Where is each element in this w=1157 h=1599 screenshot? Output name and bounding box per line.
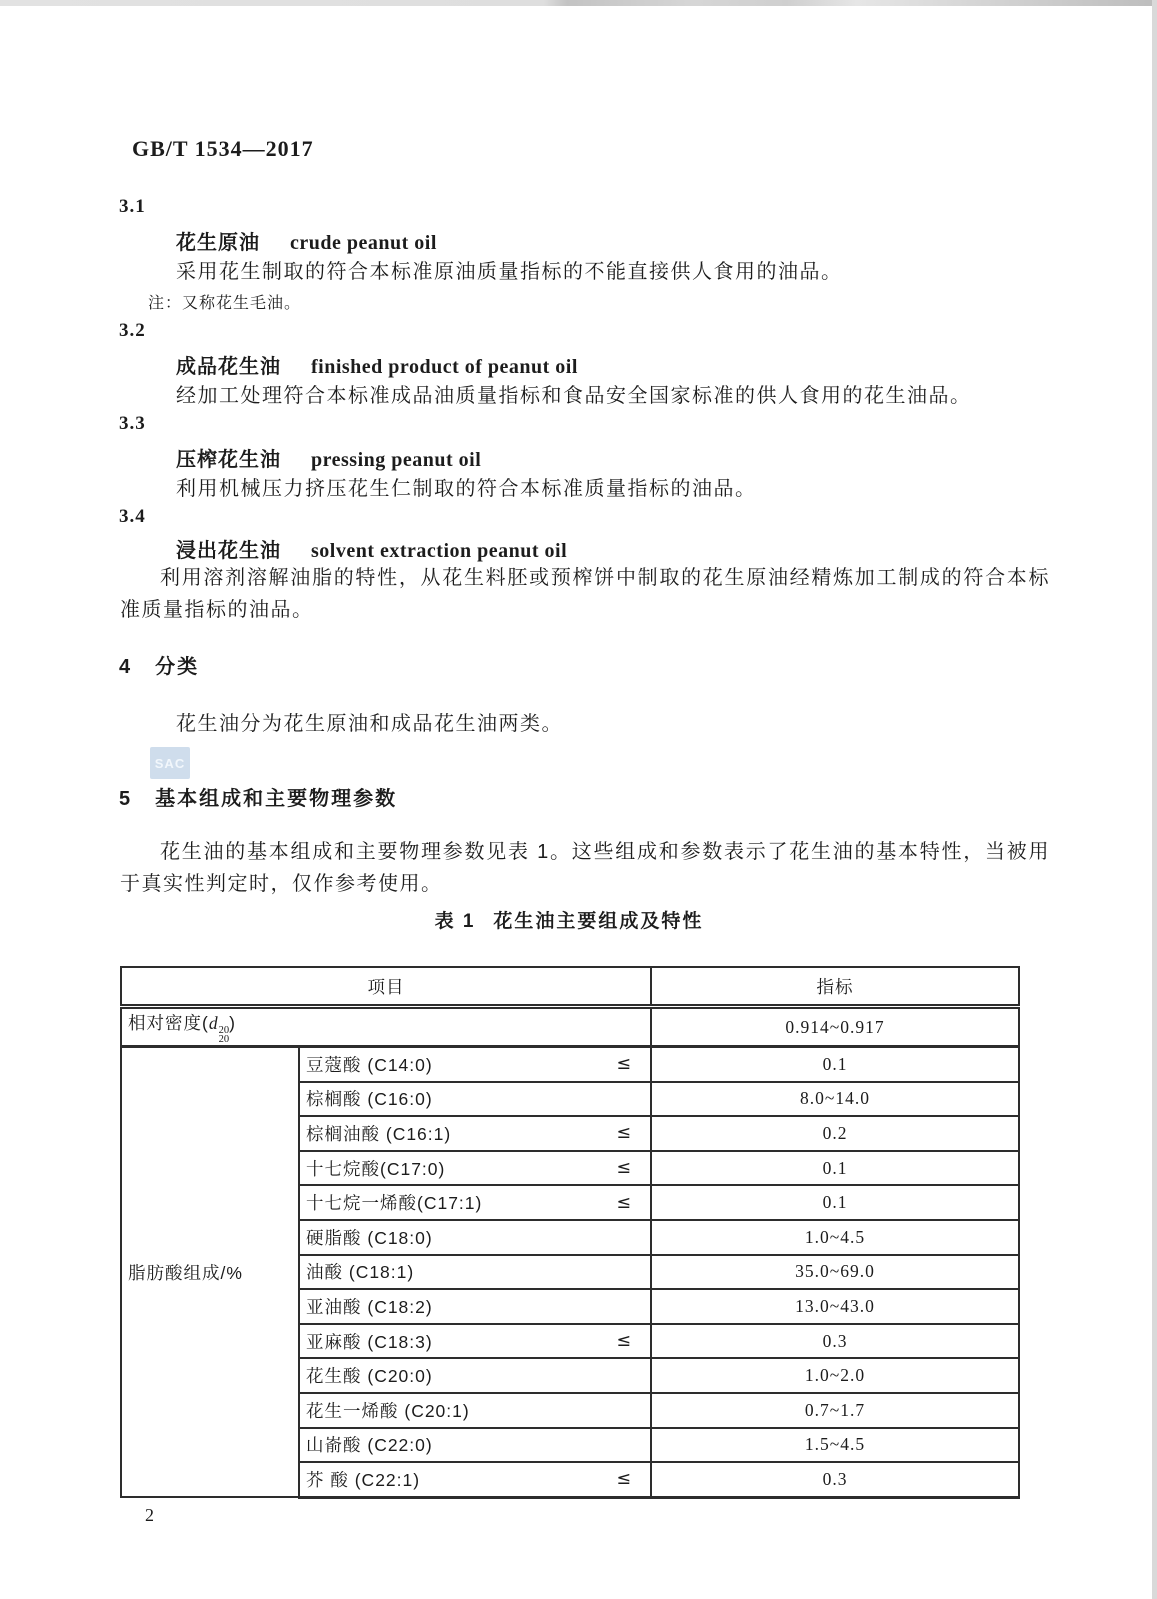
- density-superscript-subscript: 20 20: [218, 1024, 230, 1045]
- term-cn: 成品花生油: [176, 356, 281, 378]
- clause-number-3-4: 3.4: [119, 506, 146, 527]
- section-number: 4: [119, 656, 132, 678]
- acid-name-cell: 花生酸 (C20:0): [299, 1358, 651, 1393]
- acid-name-cell: 油酸 (C18:1): [299, 1255, 651, 1290]
- section-4-heading: [119, 650, 199, 679]
- acid-name-cell: 十七烷酸(C17:0) ≤: [299, 1151, 651, 1186]
- scan-edge-right: [1152, 0, 1157, 1599]
- scan-edge-top: [0, 0, 1157, 6]
- section-number: 5: [119, 788, 132, 810]
- value-cell: 8.0~14.0: [651, 1082, 1019, 1117]
- acid-name-cell: 硬脂酸 (C18:0): [299, 1220, 651, 1255]
- clause-note-3-1: 注：又称花生毛油。: [148, 295, 302, 312]
- doc-number: GB/T 1534—2017: [132, 136, 314, 161]
- acid-name-cell: 花生一烯酸 (C20:1): [299, 1393, 651, 1428]
- section-5-body: 花生油的基本组成和主要物理参数见表 1。这些组成和参数表示了花生油的基本特性，当被用于真实性判定时，仅作参考使用。: [120, 841, 1050, 895]
- acid-name-cell: 棕榈酸 (C16:0): [299, 1082, 651, 1117]
- table-caption-title: 花生油主要组成及特性: [493, 911, 704, 932]
- acid-name-cell: 豆蔻酸 (C14:0) ≤: [299, 1047, 651, 1082]
- value-cell: 0.3: [651, 1324, 1019, 1359]
- value-cell: 1.0~4.5: [651, 1220, 1019, 1255]
- table-peanut-oil-composition: [120, 966, 1020, 1499]
- density-value: 0.914~0.917: [651, 1007, 1019, 1047]
- table-caption: [120, 906, 1018, 933]
- table-caption-label: 表 1: [434, 911, 476, 932]
- clause-body-3-2: 经加工处理符合本标准成品油质量指标和食品安全国家标准的供人食用的花生油品。: [176, 385, 972, 407]
- acid-name-cell: 山嵛酸 (C22:0): [299, 1428, 651, 1463]
- term-en: crude peanut oil: [290, 232, 437, 254]
- term-heading-3-1: [176, 226, 437, 255]
- clause-number-3-3: 3.3: [119, 413, 146, 434]
- value-cell: 1.0~2.0: [651, 1358, 1019, 1393]
- value-cell: 0.1: [651, 1151, 1019, 1186]
- le-operator: ≤: [616, 1123, 632, 1144]
- density-symbol: d: [208, 1012, 219, 1033]
- le-operator: ≤: [616, 1331, 632, 1352]
- le-operator: ≤: [616, 1192, 632, 1213]
- value-cell: 35.0~69.0: [651, 1255, 1019, 1290]
- sac-watermark: SAC: [150, 747, 190, 779]
- density-label: 相对密度(d 20 20 ): [121, 1007, 651, 1047]
- header-cell-item: 项目: [121, 967, 651, 1007]
- le-operator: ≤: [616, 1469, 632, 1490]
- header-cell-index: 指标: [651, 967, 1019, 1007]
- term-en: finished product of peanut oil: [311, 356, 578, 378]
- value-cell: 1.5~4.5: [651, 1428, 1019, 1463]
- clause-body-3-4: 利用溶剂溶解油脂的特性，从花生料胚或预榨饼中制取的花生原油经精炼加工制成的符合本标准质量指标的油品。: [120, 567, 1050, 621]
- acid-name-cell: 十七烷一烯酸(C17:1) ≤: [299, 1185, 651, 1220]
- value-cell: 0.2: [651, 1116, 1019, 1151]
- value-cell: 0.1: [651, 1185, 1019, 1220]
- table-header-row: [121, 967, 1019, 1007]
- table-row-density: [121, 1007, 1019, 1047]
- page-number: 2: [145, 1505, 154, 1525]
- acid-name-cell: 棕榈油酸 (C16:1) ≤: [299, 1116, 651, 1151]
- le-operator: ≤: [616, 1158, 632, 1179]
- clause-body-3-1: 采用花生制取的符合本标准原油质量指标的不能直接供人食用的油品。: [176, 261, 843, 283]
- term-en: solvent extraction peanut oil: [311, 540, 568, 562]
- term-cn: 花生原油: [176, 232, 260, 254]
- value-cell: 0.3: [651, 1462, 1019, 1497]
- le-operator: ≤: [616, 1054, 632, 1075]
- term-cn: 浸出花生油: [176, 540, 281, 562]
- term-en: pressing peanut oil: [311, 449, 482, 471]
- section-title: 基本组成和主要物理参数: [155, 788, 398, 810]
- term-heading-3-4: [176, 534, 567, 563]
- table-row: [121, 1047, 1019, 1082]
- section-4-body: 花生油分为花生原油和成品花生油两类。: [176, 713, 563, 735]
- clause-body-3-3: 利用机械压力挤压花生仁制取的符合本标准质量指标的油品。: [176, 478, 757, 500]
- term-heading-3-3: [176, 443, 481, 472]
- value-cell: 0.1: [651, 1047, 1019, 1082]
- section-title: 分类: [155, 656, 200, 678]
- term-heading-3-2: [176, 350, 578, 379]
- value-cell: 13.0~43.0: [651, 1289, 1019, 1324]
- section-5-heading: [119, 782, 397, 811]
- clause-number-3-1: 3.1: [119, 196, 146, 217]
- acid-name-cell: 亚油酸 (C18:2): [299, 1289, 651, 1324]
- clause-number-3-2: 3.2: [119, 320, 146, 341]
- acid-name-cell: 亚麻酸 (C18:3) ≤: [299, 1324, 651, 1359]
- fatty-acid-group-label: 脂肪酸组成/%: [121, 1047, 299, 1498]
- term-cn: 压榨花生油: [176, 449, 281, 471]
- acid-name-cell: 芥 酸 (C22:1) ≤: [299, 1462, 651, 1497]
- value-cell: 0.7~1.7: [651, 1393, 1019, 1428]
